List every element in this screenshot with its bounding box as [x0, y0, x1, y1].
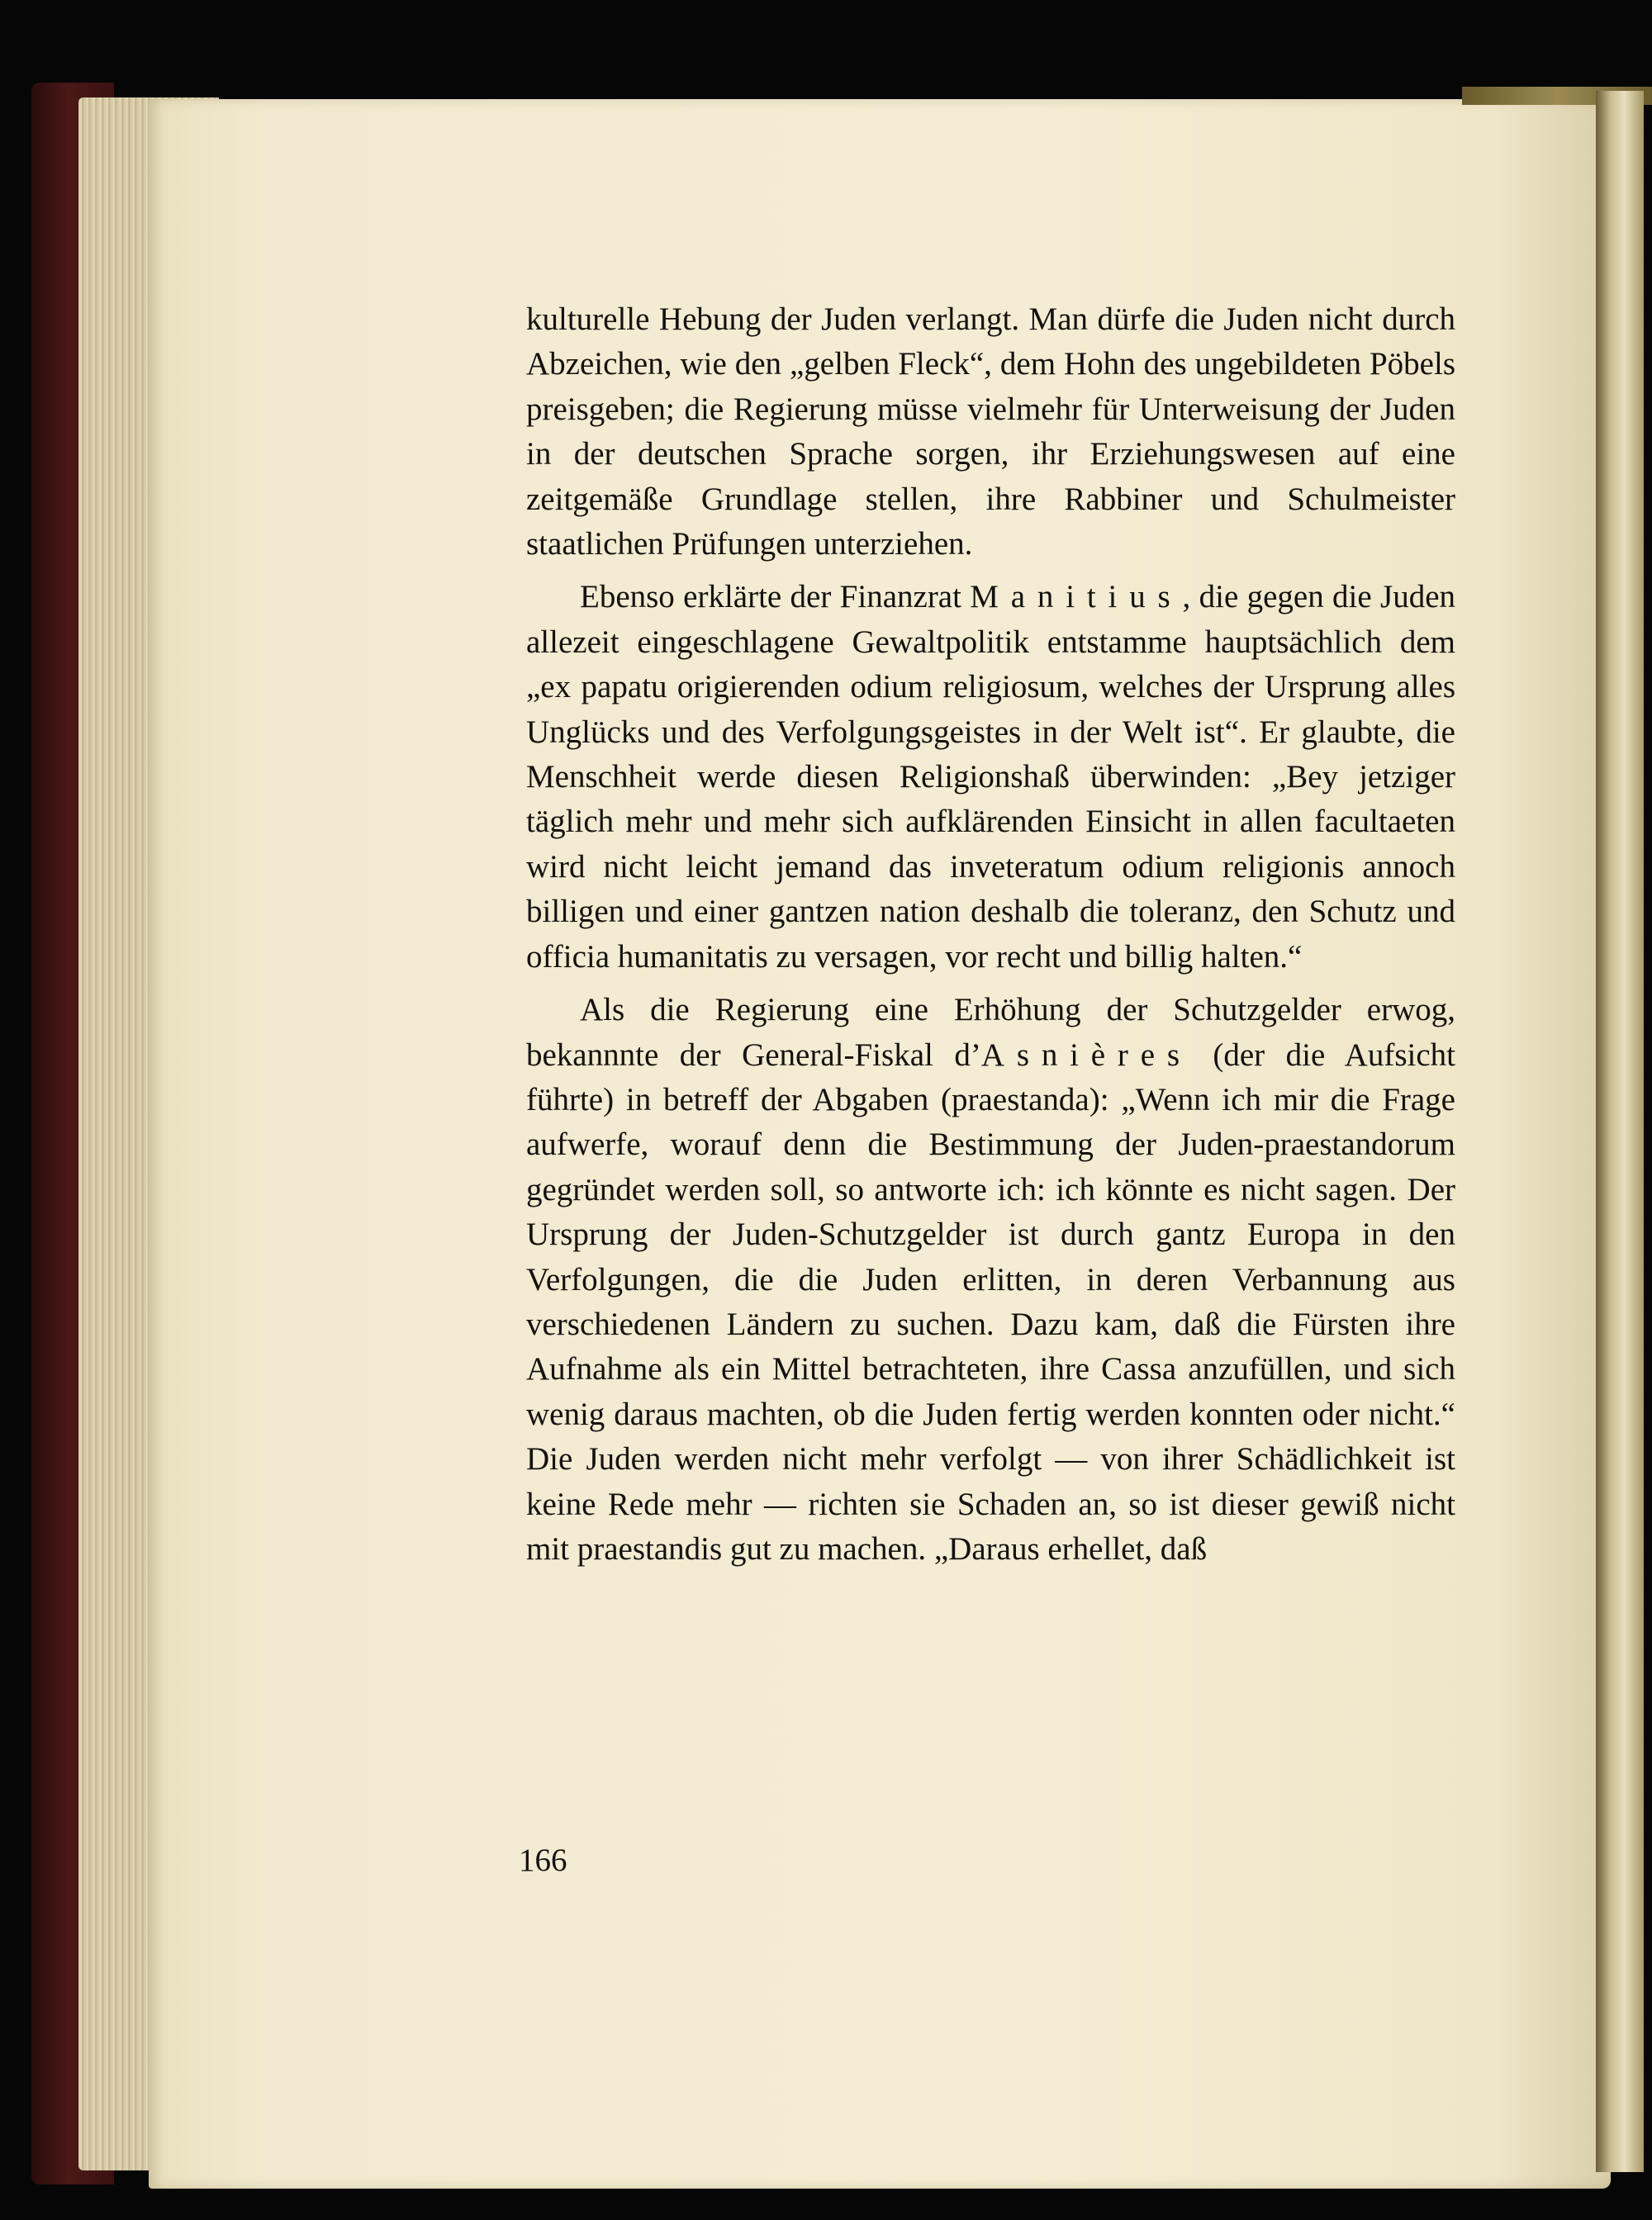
person-name-manitius: Manitius — [970, 579, 1183, 615]
paragraph-2-before: Ebenso erklärte der Finanzrat — [580, 579, 971, 615]
paragraph-2 — [526, 575, 1455, 980]
paragraph-1: kulturelle Hebung der Juden verlangt. Man dürfe die Juden nicht durch Abzeichen, wie den „gelben Fleck“, dem Hohn des ungebildeten Pöbels preisgeben; die Regierung müsse vielmehr für Unterweisung der Juden in der deutschen Sprache sorgen, ihr Erziehungswesen auf eine zeitgemäße Grundlage stellen, ihre Rabbiner und Schulmeister staatlichen Prüfungen unterziehen. — [526, 301, 1455, 562]
paragraph-3-before: Als die Regierung eine Erhöhung der Schutzgelder erwog, bekannnte der General-Fiskal d’ — [526, 992, 1455, 1073]
paragraph-3 — [526, 988, 1455, 1572]
paragraph-3-after: (der die Aufsicht führte) in betreff der Abgaben (praestanda): „Wenn ich mir die Frage aufwerfe, worauf denn die Bestimmung der Juden-praestandorum gegründet werden soll, so antworte ich: ich könnte es nicht sagen. Der Ursprung der Juden-Schutzgelder ist durch gantz Europa in den Verfolgungen, die die Juden erlitten, in deren Verbannung aus verschiedenen Ländern zu suchen. Dazu kam, daß die Fürsten ihre Aufnahme als ein Mittel betrachteten, ihre Cassa anzufüllen, und sich wenig daraus machten, ob die Juden fertig werden konnten oder nicht.“ Die Juden werden nicht mehr verfolgt — von ihrer Schädlichkeit ist keine Rede mehr — richten sie Schaden an, so ist dieser gewiß nicht mit praestandis gut zu machen. „Daraus erhellet, daß — [526, 1036, 1455, 1567]
facing-page-edge — [1596, 91, 1644, 2172]
page-body-text — [526, 297, 1455, 1580]
paragraph-2-after: , die gegen die Juden allezeit eingeschlagene Gewaltpolitik entstamme hauptsächlich dem „ex papatu origierenden odium religiosum, welches der Ursprung alles Unglücks und des Verfolgungsgeistes in der Welt ist“. Er glaubte, die Menschheit werde diesen Religionshaß überwinden: „Bey jetziger täglich mehr und mehr sich aufklärenden Einsicht in allen facultaeten wird nicht leicht jemand das inveteratum odium religionis annoch billigen und einer gantzen nation deshalb die toleranz, den Schutz und officia humanitatis zu versagen, vor recht und billig halten.“ — [526, 579, 1455, 975]
person-name-asnieres: Asnières — [980, 1036, 1192, 1073]
page-number: 166 — [519, 1843, 567, 1878]
